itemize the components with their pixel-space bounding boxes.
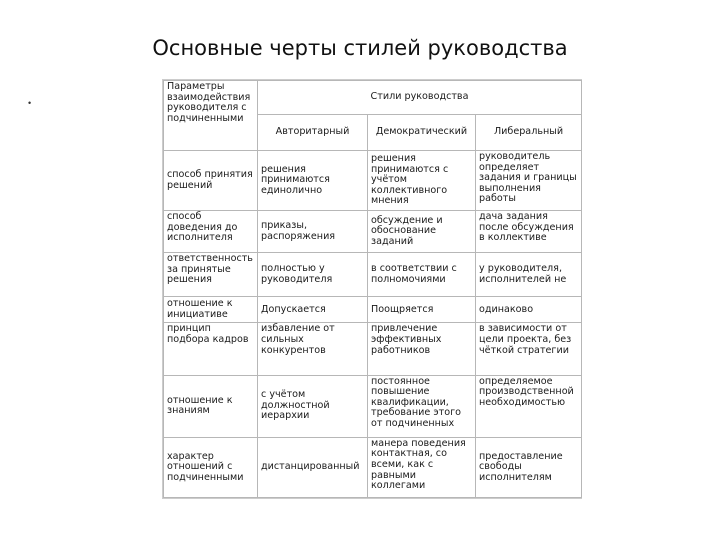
bullet-marker: • — [28, 98, 32, 108]
cell-democratic: привлечение эффективных работников — [368, 323, 476, 375]
cell-liberal: у руководителя, исполнителей не — [476, 253, 582, 297]
style-header-liberal: Либеральный — [476, 115, 582, 151]
cell-democratic: манера поведения контактная, со всеми, как с равными коллегами — [368, 437, 476, 497]
cell-democratic: в соответствии с полномочиями — [368, 253, 476, 297]
table-row — [164, 297, 582, 323]
row-param: способ принятия решений — [164, 151, 258, 211]
cell-democratic: постоянное повышение квалификации, требование этого от подчиненных — [368, 375, 476, 437]
table-row — [164, 437, 582, 497]
cell-liberal: предоставление свободы исполнителям — [476, 437, 582, 497]
table-row — [164, 375, 582, 437]
cell-authoritarian: приказы, распоряжения — [258, 211, 368, 253]
cell-liberal: дача задания после обсуждения в коллективе — [476, 211, 582, 253]
cell-authoritarian: с учётом должностной иерархии — [258, 375, 368, 437]
styles-table — [163, 80, 582, 498]
cell-authoritarian: решения принимаются единолично — [258, 151, 368, 211]
table-row — [164, 151, 582, 211]
cell-democratic: обсуждение и обоснование заданий — [368, 211, 476, 253]
style-header-democratic: Демократический — [368, 115, 476, 151]
cell-liberal: в зависимости от цели проекта, без чёткой стратегии — [476, 323, 582, 375]
cell-authoritarian: полностью у руководителя — [258, 253, 368, 297]
cell-liberal: одинаково — [476, 297, 582, 323]
row-param: способ доведения до исполнителя — [164, 211, 258, 253]
leadership-styles-table — [162, 79, 582, 499]
cell-authoritarian: избавление от сильных конкурентов — [258, 323, 368, 375]
cell-authoritarian: дистанцированный — [258, 437, 368, 497]
slide-title: Основные черты стилей руководства — [152, 36, 568, 60]
table-row — [164, 211, 582, 253]
row-param: ответственность за принятые решения — [164, 253, 258, 297]
cell-liberal: определяемое производственной необходимостью — [476, 375, 582, 437]
cell-liberal: руководитель определяет задания и границы выполнения работы — [476, 151, 582, 211]
row-param: отношение к инициативе — [164, 297, 258, 323]
table-row — [164, 253, 582, 297]
corner-header: Параметры взаимодействия руководителя с подчиненными — [164, 81, 258, 151]
style-header-authoritarian: Авторитарный — [258, 115, 368, 151]
table-row — [164, 323, 582, 375]
cell-democratic: Поощряется — [368, 297, 476, 323]
cell-authoritarian: Допускается — [258, 297, 368, 323]
cell-democratic: решения принимаются с учётом коллективного мнения — [368, 151, 476, 211]
row-param: принцип подбора кадров — [164, 323, 258, 375]
styles-group-header: Стили руководства — [258, 81, 582, 115]
row-param: отношение к знаниям — [164, 375, 258, 437]
row-param: характер отношений с подчиненными — [164, 437, 258, 497]
